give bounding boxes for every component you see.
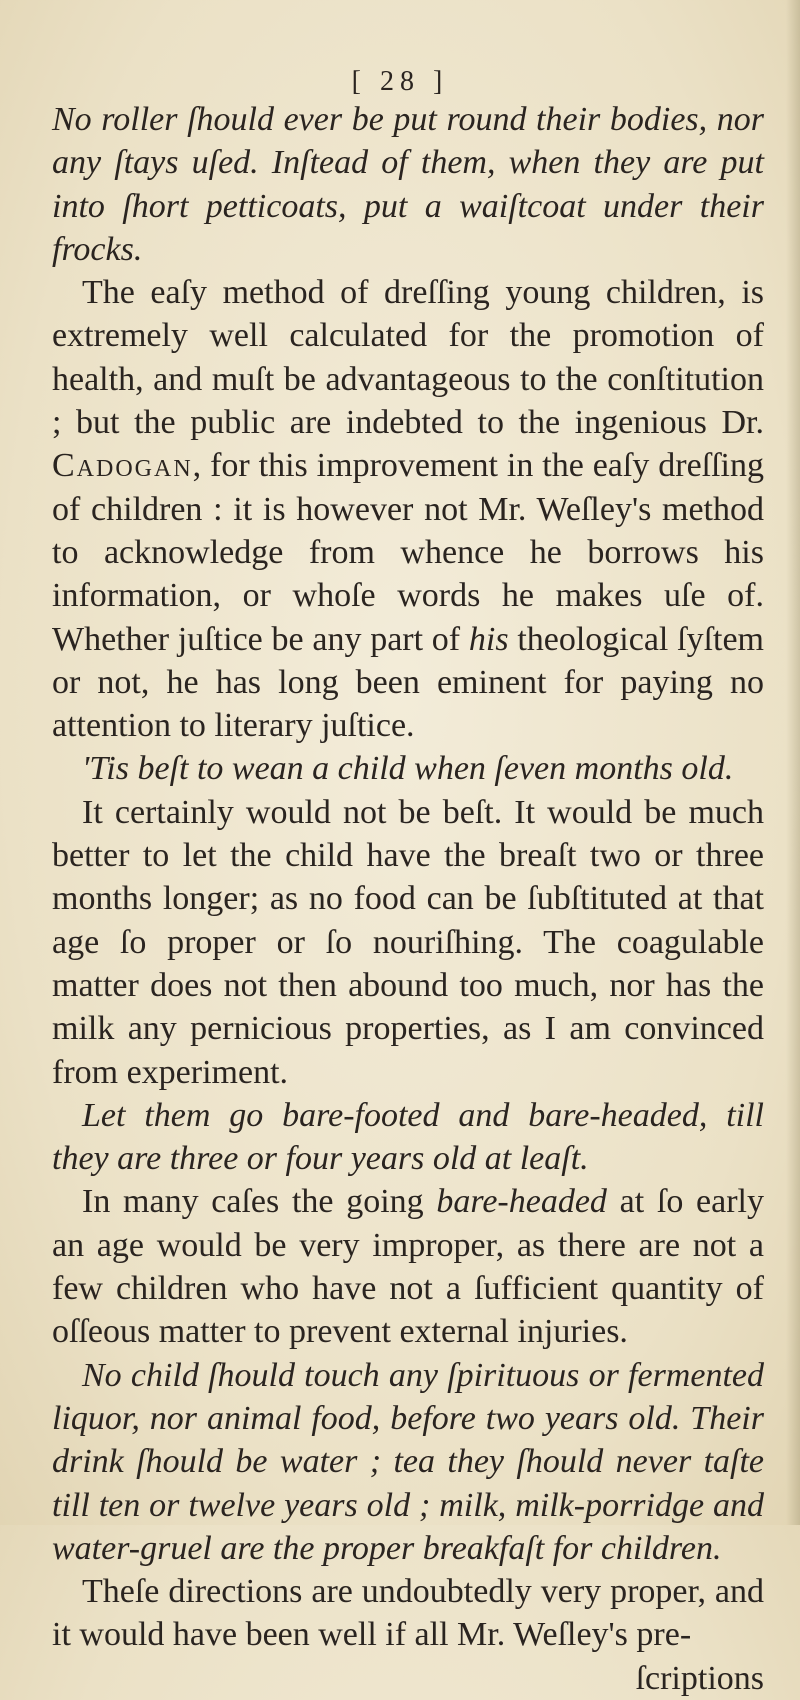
commentary-paragraph-3: [52, 1180, 764, 1353]
quote-paragraph-4: No child ſhould touch any ſpirituous or fermented liquor, nor animal food, before two years old. Their drink ſhould be water ; tea they ſhould never taſte till ten or twelve years old ; milk, milk-porridge and water-gruel are the proper breakfaſt for children.: [52, 1356, 764, 1567]
quote-paragraph-3: Let them go bare-footed and bare-headed, till they are three or four years old at leaſt.: [52, 1096, 764, 1178]
commentary-1-part-a: The eaſy method of dreſſing young children, is extremely well calculated for the promotion of health, and muſt be advantageous to the conſtitution ; but the public are indebted to the ingenious Dr.: [52, 274, 764, 442]
commentary-paragraph-1: [52, 271, 764, 747]
commentary-1-part-b: , for this improvement in the eaſy dreſſing of children : it is however not Mr. Weſley's method to acknowledge from whence he borrows his information, or whoſe words he makes uſe of. Whether juſtice be any part of: [52, 447, 764, 658]
commentary-3-part-a: In many caſes the going: [82, 1183, 437, 1221]
word-his: his: [468, 620, 509, 658]
quote-paragraph-2: 'Tis beſt to wean a child when ſeven months old.: [82, 750, 734, 788]
quote-paragraph-1: No roller ſhould ever be put round their bodies, nor any ſtays uſed. Inſtead of them, when they are put into ſhort petticoats, put a waiſtcoat under their frocks.: [52, 101, 764, 268]
commentary-paragraph-4: Theſe directions are undoubtedly very proper, and it would have been well if all Mr. Weſley's pre-: [52, 1573, 764, 1654]
commentary-paragraph-2: It certainly would not be beſt. It would be much better to let the child have the breaſt two or three months longer; as no food can be ſubſtituted at that age ſo proper or ſo nouriſhing. The coagulable matter does not then abound too much, nor has the milk any pernicious properties, as I am convinced from experiment.: [52, 793, 764, 1091]
body-text: [52, 98, 764, 1700]
commentary-3-part-b: at ſo early an age would be very improper, as there are not a few children who have not a ſufficient quantity of oſſeous matter to prevent external injuries.: [52, 1183, 765, 1351]
name-cadogan: Cadogan: [52, 447, 193, 485]
catchword: ſcriptions: [635, 1659, 764, 1697]
page-edge-shadow: [786, 0, 800, 1525]
word-bare-headed: bare-headed: [436, 1183, 607, 1221]
page-number: [ 28 ]: [351, 66, 449, 97]
commentary-1-part-c: theological ſyſtem or not, he has long been eminent for paying no attention to literary juſtice.: [52, 620, 764, 745]
